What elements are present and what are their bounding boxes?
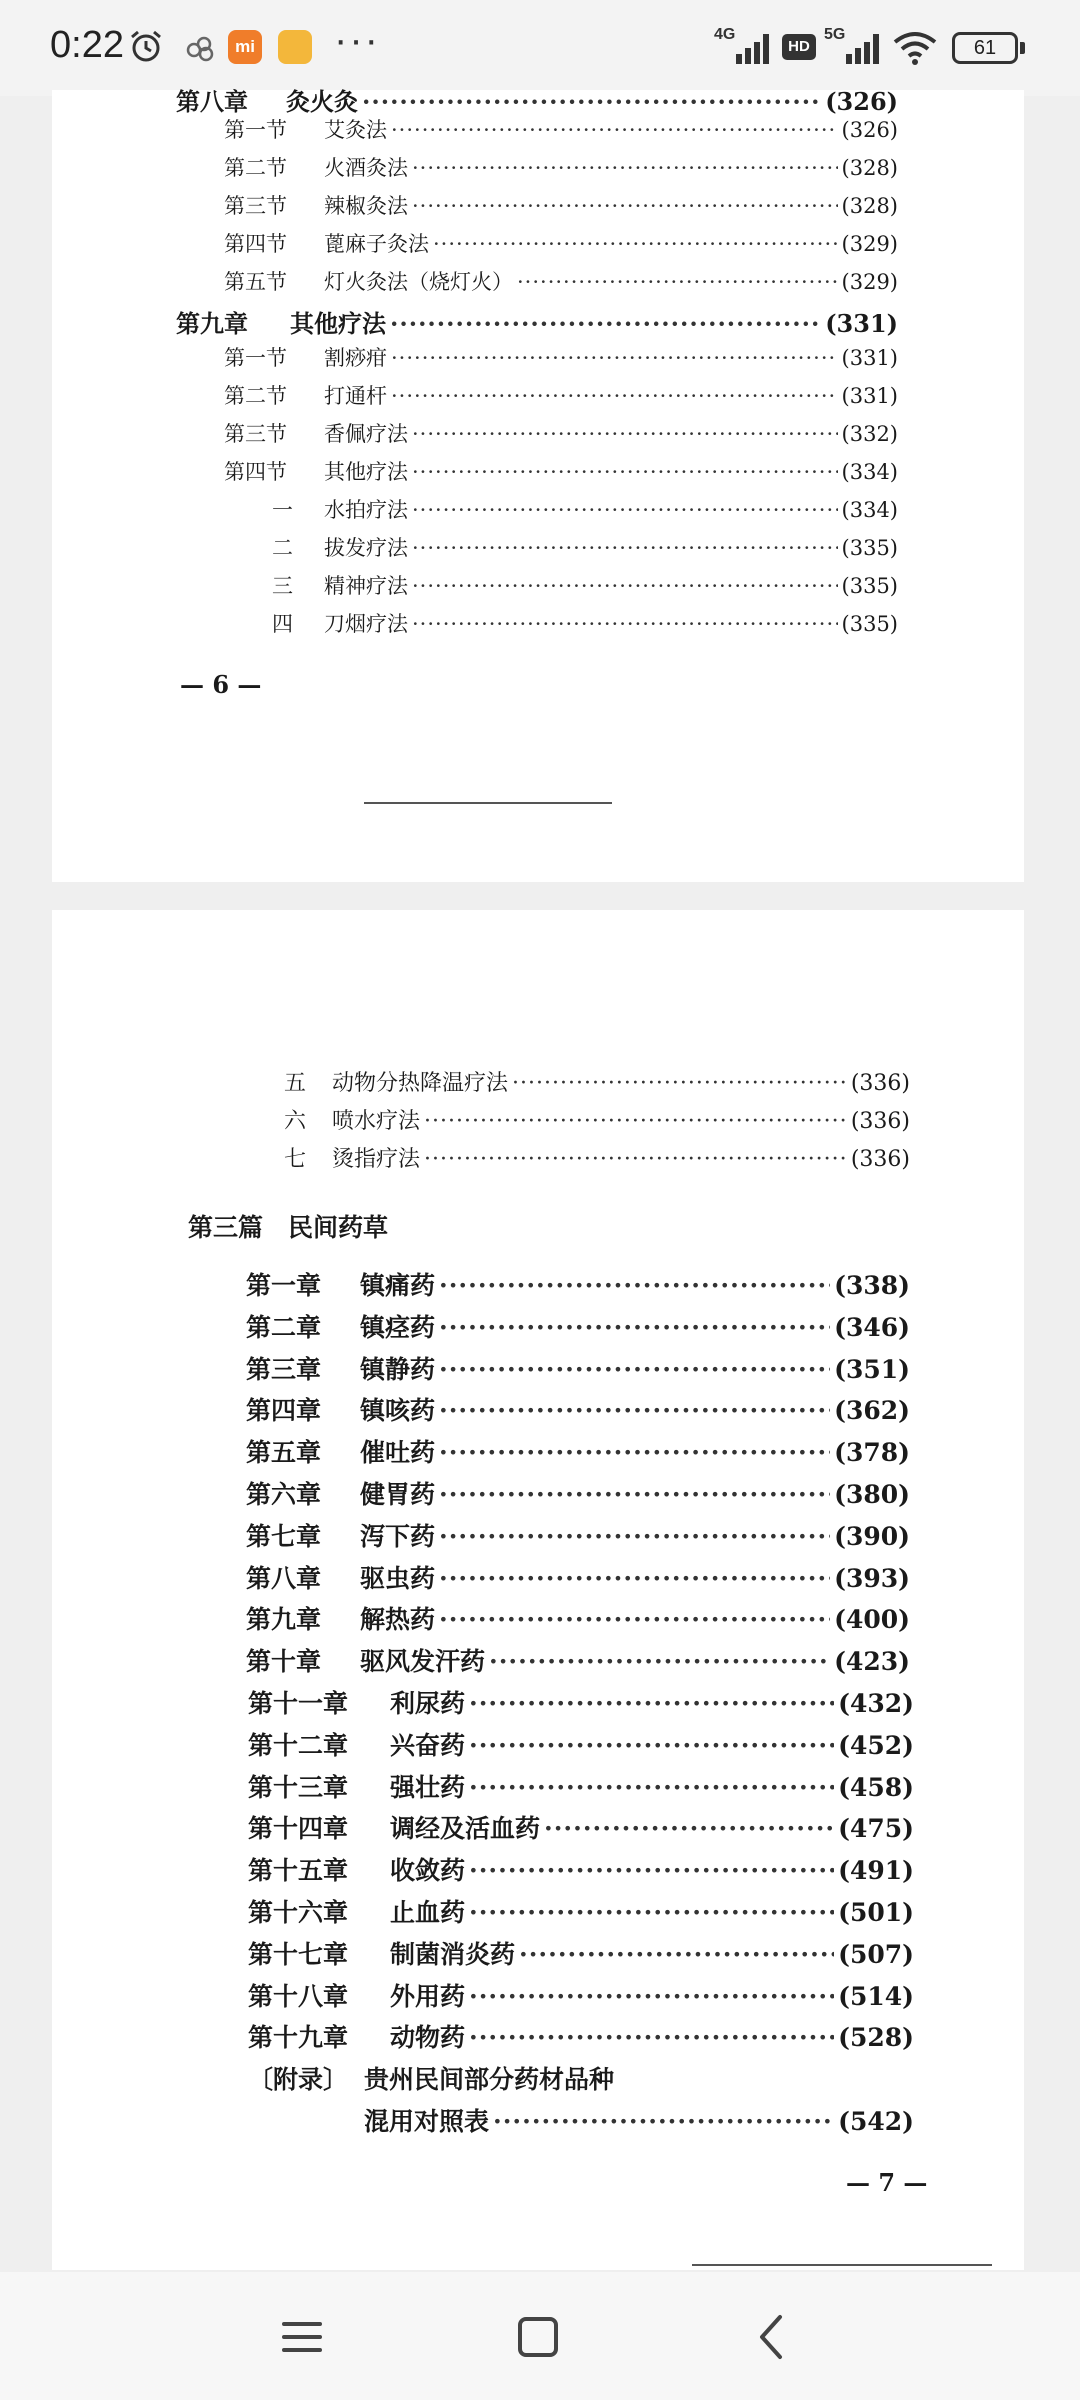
toc-entry-page: (335): [841, 536, 898, 560]
toc-entry-title: 香佩疗法: [324, 422, 408, 446]
toc-entry-number: 第十三章: [248, 1772, 349, 1802]
toc-entry-title: 蓖麻子灸法: [324, 232, 429, 256]
toc-entry[interactable]: [246, 1517, 910, 1553]
toc-entry-number: 第十章: [246, 1647, 322, 1677]
toc-entry-number: 第二节: [224, 384, 287, 408]
toc-entry-page: (423): [834, 1647, 910, 1677]
toc-entry[interactable]: [246, 1308, 910, 1344]
toc-entry[interactable]: [176, 304, 898, 339]
toc-entry[interactable]: [246, 1266, 910, 1302]
toc-entry-number: 第九章: [176, 309, 248, 338]
toc-entry-title: 其他疗法: [290, 309, 386, 338]
toc-entry[interactable]: [224, 380, 898, 410]
dot-leader: [439, 1396, 830, 1425]
toc-entry-number: 第十六章: [248, 1898, 349, 1927]
toc-entry-page: (452): [838, 1730, 914, 1760]
toc-entry[interactable]: [224, 152, 898, 182]
toc-entry[interactable]: [248, 1726, 914, 1762]
cloud-sync-icon: [184, 34, 216, 62]
dot-leader: [391, 384, 838, 408]
toc-entry-title: 动物药: [390, 2023, 466, 2053]
toc-entry-number: 第八章: [246, 1563, 322, 1593]
toc-entry-number: 第二章: [246, 1312, 322, 1342]
toc-entry-title: 拔发疗法: [324, 536, 408, 560]
toc-entry-number: 第十九章: [248, 2023, 349, 2053]
dot-leader: [512, 1071, 847, 1096]
toc-entry[interactable]: [246, 1600, 910, 1636]
toc-entry[interactable]: [246, 1433, 910, 1469]
toc-entry-title: 灯火灸法（烧灯火）: [324, 270, 513, 294]
toc-entry-title: 强壮药: [390, 1772, 466, 1802]
toc-entry-number: 五: [284, 1071, 307, 1096]
toc-entry[interactable]: [284, 1066, 910, 1097]
toc-entry[interactable]: [272, 532, 898, 562]
toc-entry-title: 泻下药: [360, 1521, 436, 1551]
toc-entry-page: (542): [838, 2107, 914, 2137]
toc-entry[interactable]: [224, 190, 898, 220]
toc-entry[interactable]: [224, 114, 898, 144]
toc-entry-page: (346): [834, 1312, 910, 1342]
toc-entry-number: 第一节: [224, 118, 287, 142]
mi-app-icon: mi: [228, 30, 262, 64]
dot-leader: [469, 1689, 834, 1718]
toc-entry-number: 第七章: [246, 1521, 322, 1551]
toc-entry-page: (390): [834, 1521, 910, 1551]
toc-entry-title: 打通杆: [324, 384, 387, 408]
toc-entry-number: 四: [272, 612, 293, 636]
toc-entry-title: 水拍疗法: [324, 498, 408, 522]
more-notifications-icon: ···: [334, 18, 380, 62]
toc-entry-page: (336): [850, 1147, 910, 1172]
signal-5g-icon: [822, 26, 884, 66]
toc-entry-title: 镇静药: [360, 1354, 436, 1384]
toc-entry-title: 止血药: [390, 1898, 466, 1927]
toc-entry-page: (501): [838, 1898, 914, 1927]
toc-entry-number: 第四章: [246, 1396, 322, 1426]
battery-icon: 61: [952, 32, 1018, 64]
toc-entry-page: (329): [841, 270, 898, 294]
toc-entry-page: (338): [834, 1271, 910, 1300]
toc-entry[interactable]: [246, 1391, 910, 1427]
signal-4g-icon: [712, 26, 774, 66]
toc-entry-page: (334): [841, 460, 898, 484]
toc-entry-number: 第五章: [246, 1438, 322, 1468]
toc-entry-title: 烫指疗法: [332, 1147, 421, 1172]
toc-appendix-entry[interactable]: [248, 2060, 808, 2096]
toc-entry-title: 精神疗法: [324, 574, 408, 598]
appendix-label: 〔附录〕: [248, 2065, 349, 2095]
toc-entry[interactable]: [246, 1350, 910, 1386]
back-chevron-icon[interactable]: [732, 2302, 812, 2372]
toc-entry-title: 收敛药: [390, 1856, 466, 1886]
dot-leader: [519, 1940, 834, 1969]
toc-entry-title: 制菌消炎药: [390, 1939, 516, 1969]
document-page-6[interactable]: [52, 87, 1024, 882]
toc-entry-number: 第二节: [224, 156, 287, 180]
dot-leader: [469, 1982, 834, 2011]
dot-leader: [390, 309, 821, 338]
toc-entry[interactable]: [248, 2018, 914, 2054]
dot-leader: [439, 1564, 830, 1593]
toc-entry-title: 驱虫药: [360, 1563, 436, 1593]
network-4g-label: 4G: [714, 26, 736, 43]
toc-entry[interactable]: [224, 342, 898, 372]
toc-entry-number: 二: [272, 536, 293, 560]
toc-entry-title: 健胃药: [360, 1480, 436, 1509]
document-page-7[interactable]: [52, 910, 1024, 2270]
toc-entry-title: 利尿药: [390, 1689, 466, 1718]
dot-leader: [439, 1271, 830, 1300]
clock-time: 0:22: [50, 24, 124, 66]
dot-leader: [412, 612, 838, 636]
toc-entry-page: (326): [841, 118, 898, 142]
toc-entry[interactable]: [224, 266, 898, 296]
toc-entry-title: 镇痉药: [360, 1312, 436, 1342]
dot-leader: [412, 460, 838, 484]
toc-entry[interactable]: [248, 1809, 914, 1845]
battery-cap-icon: [1020, 42, 1025, 54]
toc-entry[interactable]: [248, 1851, 914, 1887]
toc-entry[interactable]: [176, 82, 898, 117]
toc-entry-page: (335): [841, 612, 898, 636]
page-number-footer: — 7 —: [846, 2168, 928, 2198]
dot-leader: [412, 536, 838, 560]
dot-leader: [439, 1438, 830, 1467]
toc-entry-number: 第一章: [246, 1271, 322, 1300]
toc-entry-title: 镇咳药: [360, 1396, 436, 1426]
toc-entry-page: (514): [838, 1981, 914, 2011]
dot-leader: [424, 1109, 847, 1134]
hd-voice-icon: HD: [782, 34, 816, 60]
toc-entry-title: 艾灸法: [324, 118, 387, 142]
notes-app-icon: [278, 30, 312, 64]
home-square-icon[interactable]: [498, 2302, 578, 2372]
toc-entry-title: 火酒灸法: [324, 156, 408, 180]
toc-entry[interactable]: [224, 228, 898, 258]
toc-entry-number: 第四节: [224, 232, 287, 256]
toc-entry-number: 第十七章: [248, 1939, 349, 1969]
dot-leader: [424, 1147, 847, 1172]
dot-leader: [439, 1480, 830, 1509]
dot-leader: [469, 1898, 834, 1927]
toc-entry-number: 第四节: [224, 460, 287, 484]
toc-entry-title: 催吐药: [360, 1438, 436, 1468]
toc-entry-number: 第八章: [176, 87, 248, 116]
toc-entry-page: (329): [841, 232, 898, 256]
toc-entry-number: 一: [272, 498, 293, 522]
toc-entry[interactable]: [248, 1935, 914, 1971]
dot-leader: [362, 87, 821, 116]
toc-entry[interactable]: [272, 608, 898, 638]
dot-leader: [439, 1313, 830, 1342]
part-title: 第三篇 民间药草: [188, 1213, 389, 1242]
toc-entry-page: (328): [841, 194, 898, 218]
dot-leader: [412, 498, 838, 522]
dot-leader: [489, 1647, 830, 1676]
toc-entry-page: (336): [850, 1071, 910, 1096]
toc-entry[interactable]: [248, 1684, 914, 1720]
toc-entry-number: 第六章: [246, 1480, 322, 1509]
toc-entry-page: (393): [834, 1563, 910, 1593]
dot-leader: [412, 574, 838, 598]
toc-entry-title: 外用药: [390, 1981, 466, 2011]
toc-entry-page: (378): [834, 1438, 910, 1468]
dot-leader: [493, 2107, 834, 2136]
toc-entry-number: 三: [272, 574, 293, 598]
toc-entry-title: 动物分热降温疗法: [332, 1071, 509, 1096]
dot-leader: [469, 2023, 834, 2052]
toc-entry-title: 驱风发汗药: [360, 1647, 486, 1677]
dot-leader: [439, 1355, 830, 1384]
toc-entry-page: (507): [838, 1939, 914, 1969]
toc-entry-title: 喷水疗法: [332, 1109, 421, 1134]
dot-leader: [544, 1814, 834, 1843]
toc-entry-page: (334): [841, 498, 898, 522]
network-5g-label: 5G: [824, 26, 846, 43]
toc-entry-page: (458): [838, 1772, 914, 1802]
alarm-clock-icon: [128, 28, 164, 64]
toc-entry-title: 解热药: [360, 1605, 436, 1635]
toc-entry-title: 割痧疳: [324, 346, 387, 370]
toc-entry[interactable]: [248, 1977, 914, 2013]
toc-entry-page: (491): [838, 1856, 914, 1886]
recent-apps-menu-icon[interactable]: [262, 2302, 342, 2372]
toc-entry-number: 第十五章: [248, 1856, 349, 1886]
toc-entry-page: (528): [838, 2023, 914, 2053]
page-number-footer: — 6 —: [180, 670, 262, 699]
toc-entry[interactable]: [248, 1768, 914, 1804]
toc-entry[interactable]: [246, 1559, 910, 1595]
dot-leader: [391, 118, 838, 142]
dot-leader: [439, 1605, 830, 1634]
toc-entry[interactable]: [284, 1142, 910, 1173]
toc-entry-page: (331): [841, 346, 898, 370]
toc-entry-title: 兴奋药: [390, 1730, 466, 1760]
appendix-title-line-2: 混用对照表: [364, 2107, 490, 2137]
toc-entry-number: 七: [284, 1147, 307, 1172]
toc-entry-title: 刀烟疗法: [324, 612, 408, 636]
toc-entry[interactable]: [272, 570, 898, 600]
dot-leader: [517, 270, 838, 294]
toc-entry-number: 第三章: [246, 1354, 322, 1384]
toc-entry[interactable]: [272, 494, 898, 524]
toc-entry-number: 第三节: [224, 194, 287, 218]
dot-leader: [469, 1856, 834, 1885]
toc-entry-number: 第十四章: [248, 1814, 349, 1844]
toc-entry-number: 第五节: [224, 270, 287, 294]
toc-entry-page: (400): [834, 1605, 910, 1635]
toc-entry-page: (380): [834, 1480, 910, 1509]
toc-entry-number: 第十一章: [248, 1689, 349, 1718]
wifi-icon: [892, 30, 938, 66]
toc-entry[interactable]: [284, 1104, 910, 1135]
toc-entry[interactable]: [224, 456, 898, 486]
toc-entry-page: (336): [850, 1109, 910, 1134]
dot-leader: [412, 194, 838, 218]
toc-entry-page: (331): [841, 384, 898, 408]
navigation-bar: [0, 2272, 1080, 2400]
toc-entry-number: 第十二章: [248, 1730, 349, 1760]
toc-entry-title: 镇痛药: [360, 1271, 436, 1300]
dot-leader: [412, 156, 838, 180]
toc-appendix-entry-continued[interactable]: [364, 2102, 914, 2138]
toc-entry[interactable]: [248, 1893, 914, 1929]
toc-entry[interactable]: [246, 1475, 910, 1511]
toc-entry-page: (331): [825, 309, 898, 338]
dot-leader: [469, 1731, 834, 1760]
toc-entry[interactable]: [246, 1642, 910, 1678]
scan-artifact-line: [364, 802, 612, 804]
toc-entry[interactable]: [224, 418, 898, 448]
toc-entry-number: 第九章: [246, 1605, 322, 1635]
dot-leader: [412, 422, 838, 446]
toc-entry-page: (351): [834, 1354, 910, 1384]
dot-leader: [391, 346, 838, 370]
toc-entry-page: (432): [838, 1689, 914, 1718]
toc-entry-page: (362): [834, 1396, 910, 1426]
dot-leader: [439, 1522, 830, 1551]
scan-artifact-line: [692, 2264, 992, 2266]
appendix-title-line-1: 贵州民间部分药材品种: [364, 2065, 615, 2095]
toc-entry-number: 六: [284, 1109, 307, 1134]
toc-entry-title: 其他疗法: [324, 460, 408, 484]
toc-entry-title: 调经及活血药: [390, 1814, 541, 1844]
toc-entry-page: (335): [841, 574, 898, 598]
toc-entry-number: 第一节: [224, 346, 287, 370]
toc-entry-title: 辣椒灸法: [324, 194, 408, 218]
toc-entry-page: (332): [841, 422, 898, 446]
toc-entry-page: (326): [825, 87, 898, 116]
toc-entry-page: (475): [838, 1814, 914, 1844]
toc-entry-page: (328): [841, 156, 898, 180]
dot-leader: [433, 232, 838, 256]
toc-entry-number: 第三节: [224, 422, 287, 446]
dot-leader: [469, 1773, 834, 1802]
toc-entry-title: 灸火灸: [286, 87, 358, 116]
toc-entry-number: 第十八章: [248, 1981, 349, 2011]
